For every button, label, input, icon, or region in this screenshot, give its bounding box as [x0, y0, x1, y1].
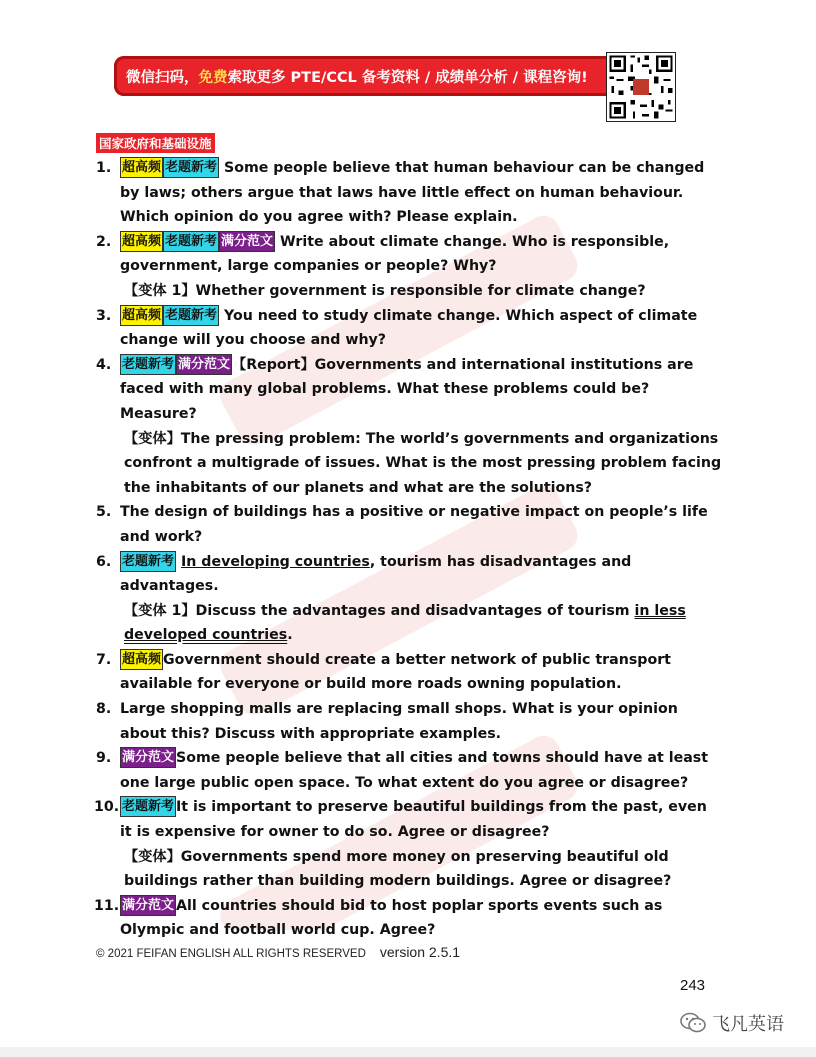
list-item [96, 795, 722, 893]
item-text: , tourism has disadvantages and advantages. [120, 553, 632, 595]
wechat-account-badge[interactable] [680, 1010, 784, 1036]
item-text: Large shopping malls are replacing small shops. What is your opinion about this? Discuss with appropriate examples. [120, 701, 678, 742]
item-number: 11. [94, 897, 120, 914]
list-item [96, 230, 722, 304]
item-text: Some people believe that human behaviour can be changed by laws; others argue that laws have little effect on human behaviour. Which opinion do you agree with? Please explain. [120, 160, 705, 226]
item-text: Government should create a better network of public transport available for everyone or build more roads owning population. [120, 651, 671, 693]
tag-super-high-frequency: 超高频 [120, 231, 163, 252]
page-number: 243 [680, 977, 706, 994]
list-item [96, 648, 722, 697]
section-title: 国家政府和基础设施 [96, 133, 215, 153]
item-number: 9. [96, 750, 112, 767]
essay-topic-list [96, 156, 722, 943]
item-text: Write about climate change. Who is responsible, government, large companies or people? Why? [120, 233, 670, 275]
copyright-text: © 2021 FEIFAN ENGLISH ALL RIGHTS RESERVED [96, 948, 366, 960]
item-number: 7. [96, 651, 112, 668]
bottom-strip [0, 1047, 816, 1057]
tag-old-question-new: 老题新考 [163, 305, 219, 326]
wechat-icon [680, 1012, 706, 1034]
list-item [96, 156, 722, 230]
list-item [96, 746, 722, 795]
promo-free-label: 免费 [198, 70, 228, 86]
item-underlined-phrase: In developing countries [180, 553, 370, 570]
list-item [96, 894, 722, 943]
item-number: 4. [96, 356, 112, 373]
list-item [96, 697, 722, 746]
list-item [96, 353, 722, 501]
item-text: 【Report】Governments and international institutions are faced with many global problems. What these problems could be? Measure? [120, 356, 694, 422]
tag-super-high-frequency: 超高频 [120, 649, 163, 670]
qr-code-image[interactable] [606, 52, 676, 122]
item-number: 1. [96, 160, 112, 176]
tag-full-score-sample: 满分范文 [176, 354, 232, 375]
item-variant: 【变体 1】Whether government is responsible for climate change? [124, 282, 646, 299]
item-number: 10. [94, 799, 120, 816]
footer [96, 944, 460, 960]
list-item [96, 550, 722, 648]
item-variant: 【变体】The pressing problem: The world’s governments and organizations confront a multigrade of issues. What is the most pressing problem facing the inhabitants of our planets and what are the solutions? [124, 430, 722, 496]
item-number: 2. [96, 233, 112, 250]
item-number: 8. [96, 701, 112, 718]
item-number: 3. [96, 307, 112, 324]
list-item [96, 500, 722, 549]
item-text: It is important to preserve beautiful buildings from the past, even it is expensive for owner to do so. Agree or disagree? [120, 799, 707, 841]
promo-banner-text: 微信扫码，免费索取更多 PTE/CCL 备考资料 / 成绩单分析 / 课程咨询! [126, 70, 588, 86]
tag-old-question-new: 老题新考 [120, 354, 176, 375]
tag-full-score-sample: 满分范文 [219, 231, 275, 252]
tag-full-score-sample: 满分范文 [120, 895, 176, 916]
variant-underlined-phrase: in less developed countries [124, 602, 686, 644]
item-number: 6. [96, 553, 112, 570]
item-text: Some people believe that all cities and towns should have at least one large public open space. To what extent do you agree or disagree? [120, 750, 709, 791]
tag-old-question-new: 老题新考 [120, 796, 176, 817]
tag-old-question-new: 老题新考 [163, 157, 219, 178]
wechat-account-name: 飞凡英语 [712, 1014, 784, 1035]
tag-full-score-sample: 满分范文 [120, 747, 176, 768]
item-text: All countries should bid to host poplar sports events such as Olympic and football world cup. Agree? [120, 897, 663, 939]
tag-super-high-frequency: 超高频 [120, 157, 163, 178]
item-text: You need to study climate change. Which aspect of climate change will you choose and why? [120, 307, 698, 349]
promo-banner[interactable] [114, 56, 676, 96]
tag-old-question-new: 老题新考 [163, 231, 219, 252]
tag-old-question-new: 老题新考 [120, 551, 176, 572]
list-item [96, 304, 722, 353]
version-text: version 2.5.1 [379, 944, 461, 960]
item-number: 5. [96, 504, 112, 521]
item-text: The design of buildings has a positive or negative impact on people’s life and work? [120, 504, 708, 545]
tag-super-high-frequency: 超高频 [120, 305, 163, 326]
item-variant: 【变体 1】Discuss the advantages and disadvantages of tourism in less developed countries. [124, 602, 686, 644]
item-variant: 【变体】Governments spend more money on preserving beautiful old buildings rather than building modern buildings. Agree or disagree? [124, 848, 672, 890]
